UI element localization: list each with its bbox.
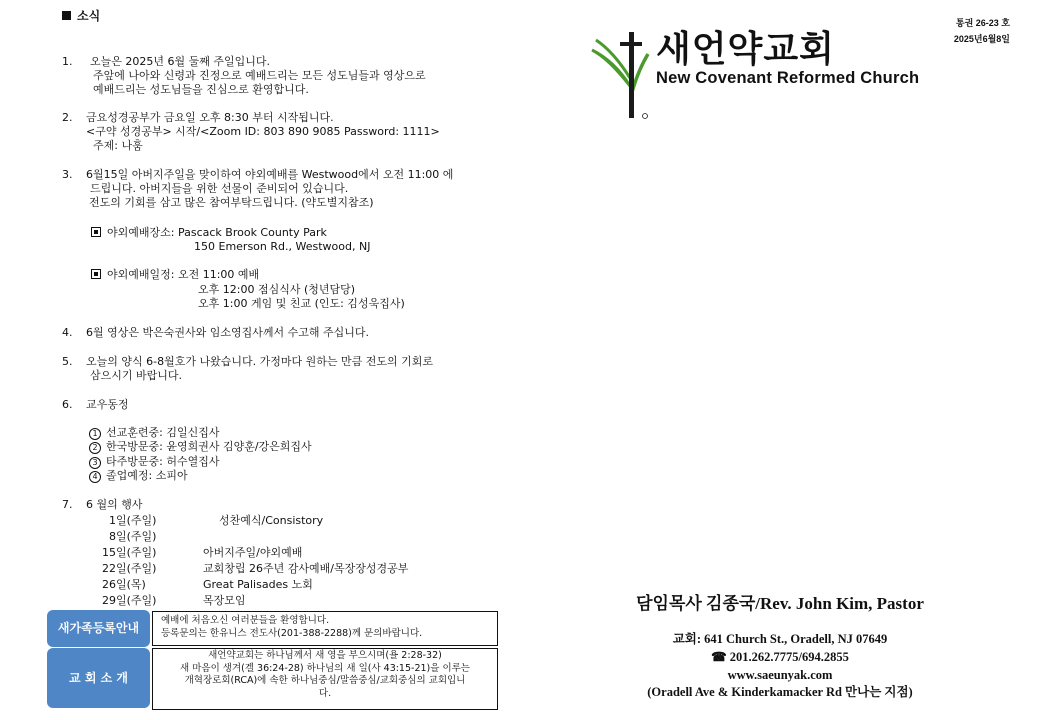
checkbox-bullet-icon [91,227,101,237]
masthead-column [520,0,1040,720]
item-number: 7. [62,498,73,511]
item-7-line-1: 6 월의 행사 [86,498,143,511]
member-news-4: 4 졸업예정: 소피아 [89,469,188,484]
bulletin-date: 2025년6월8일 [953,34,1010,44]
item-number: 6. [62,398,73,411]
event-date: 1일(주일) [109,514,157,527]
member-news-1: 1 선교훈련중: 김일신집사 [89,426,219,441]
intro-text-2: 새 마음이 생겨(겔 36:24-28) 하나님의 새 일(사 43:15-21)을 이루는 [180,662,470,674]
event-desc: 교회창립 26주년 감사예배/목장장성경공부 [203,562,409,575]
item-number: 1. [62,55,73,68]
item-5-line-1: 오늘의 양식 6-8월호가 나왔습니다. 가정마다 원하는 만큼 전도의 기회로 [86,355,433,368]
newcomer-registration-box [152,611,498,646]
outdoor-schedule-2: 오후 12:00 점심식사 (청년담당) [198,283,356,296]
event-desc: Great Palisades 노회 [203,578,313,591]
item-3-line-3: 전도의 기회를 삼고 많은 참여부탁드립니다. (약도별지참조) [89,196,374,209]
item-3-line-2: 드립니다. 아버지들을 위한 선물이 준비되어 있습니다. [90,182,349,195]
event-date: 29일(주일) [102,594,157,607]
event-date: 22일(주일) [102,562,157,575]
church-address: 교회: 641 Church St., Oradell, NJ 07649 [672,632,888,646]
outdoor-schedule-3: 오후 1:00 게임 및 친교 (인도: 김성욱집사) [198,297,405,310]
newcomer-registration-label: 새가족등록안내 [47,610,150,647]
church-name-korean: 새언약교회 [656,29,835,70]
church-directions: (Oradell Ave & Kinderkamacker Rd 만나는 지점) [647,685,913,699]
intro-text-1: 새언약교회는 하나님께서 새 영을 부으시며(욜 2:28-32) [208,650,442,661]
item-4-line-1: 6월 영상은 박은숙권사와 임소영집사께서 수고해 주십니다. [86,326,369,339]
outdoor-place-address: 150 Emerson Rd., Westwood, NJ [194,240,371,253]
member-news-3: 3 타주방문중: 허수열집사 [89,455,219,470]
item-number: 4. [62,326,73,339]
intro-text-4: 다. [318,687,332,699]
section-heading: 소식 [62,9,100,24]
event-date: 15일(주일) [102,546,157,559]
item-6-line-1: 교우동정 [86,398,129,411]
item-number: 2. [62,111,73,124]
event-desc: 아버지주일/야외예배 [203,546,303,559]
item-2-line-1: 금요성경공부가 금요일 오후 8:30 부터 시작됩니다. [86,111,334,124]
pastor-name: 담임목사 김종국/Rev. John Kim, Pastor [636,594,924,613]
outdoor-place-row: 야외예배장소: Pascack Brook County Park [91,226,327,241]
item-2-line-2: <구약 성경공부> 시작/<Zoom ID: 803 890 9085 Password: 1111> [86,125,440,138]
intro-text-3: 개혁장로회(RCA)에 속한 하나님중심/말씀중심/교회중심의 교회입니 [184,675,466,686]
church-intro-box [152,648,498,710]
church-logo-icon [590,30,654,122]
square-bullet-icon [62,11,71,20]
outdoor-schedule-row: 야외예배일정: 오전 11:00 예배 [91,268,259,283]
item-2-line-3: 주제: 나훔 [93,139,143,152]
checkbox-bullet-icon [91,269,101,279]
item-5-line-2: 삼으시기 바랍니다. [90,369,183,382]
item-1-line-1: 오늘은 2025년 6월 둘째 주일입니다. [90,55,270,68]
item-3-line-1: 6월15일 아버지주일을 맞이하여 야외예배를 Westwood에서 오전 11:00 에 [86,168,454,181]
registration-text-1: 예배에 처음오신 여러분들을 환영합니다. [161,615,330,626]
event-date: 8일(주일) [109,530,157,543]
registration-text-2: 등록문의는 한유니스 전도사(201-388-2288)께 문의바랍니다. [161,627,423,639]
item-number: 5. [62,355,73,368]
item-1-line-3: 예배드리는 성도님들을 진심으로 환영합니다. [93,83,309,96]
event-desc: 성찬예식/Consistory [219,514,324,527]
church-website[interactable]: www.saeunyak.com [727,668,833,682]
event-desc: 목장모임 [203,594,246,607]
member-news-2: 2 한국방문중: 윤영희권사 김양훈/강은희집사 [89,440,312,455]
church-phone: ☎ 201.262.7775/694.2855 [711,650,849,664]
volume-number: 통권 26-23 호 [955,18,1010,28]
church-name-english: New Covenant Reformed Church [656,69,920,87]
item-1-line-2: 주앞에 나아와 신령과 진정으로 예배드리는 모든 성도님들과 영상으로 [93,69,426,82]
church-intro-label: 교 회 소 개 [47,648,150,708]
item-number: 3. [62,168,73,181]
event-date: 26일(목) [102,578,146,591]
